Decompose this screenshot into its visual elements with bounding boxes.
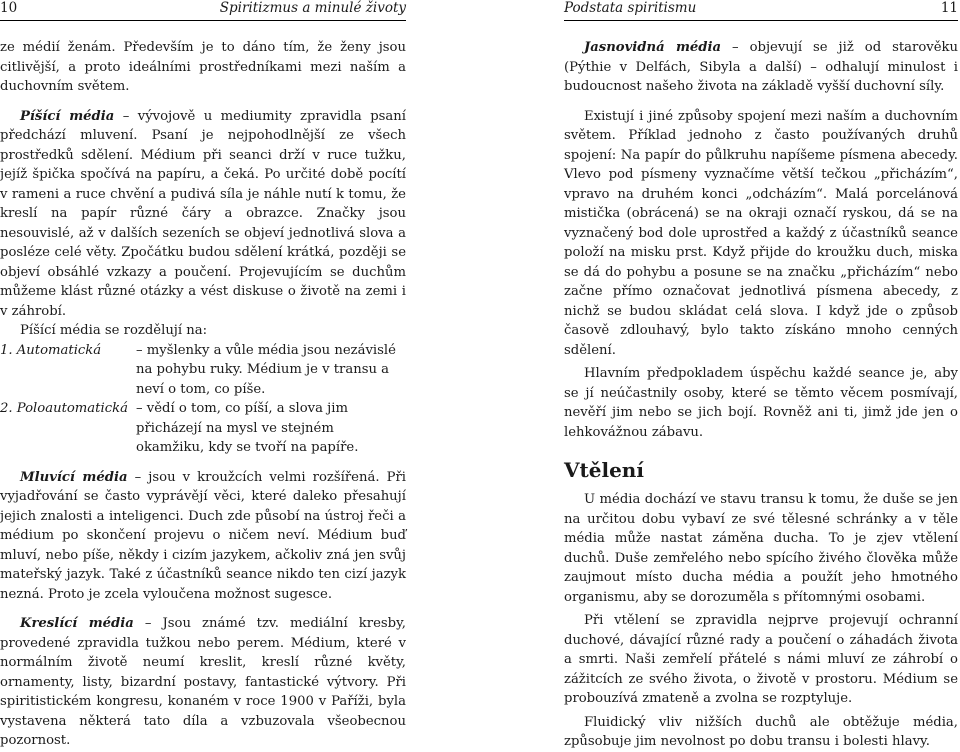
incarnation-paragraph-3: Fluidický vliv nižších duchů ale obtěžuje média, způsobuje jim nevolnost po dobu transu i bolesti hlavy. [564,714,958,749]
automatic-label: 1. Automatická [0,342,102,358]
drawing-media-text: – Jsou známé tzv. mediální kresby, provedené zpravidla tužkou nebo perem. Médium, které v normálním životě neumí kreslit, kreslí různé květy, ornamenty, listy, bizardní postavy, fantastické výtvory. Při spiritistickém kongresu, konaném v roce 1900 v Paříži, byla vystavena některá tato díla a vzbuzovala všeobecnou pozornost. [0,616,406,748]
division-line: Píšící média se rozdělují na: [20,323,208,338]
semi-automatic-label: 2. Poloautomatická [0,401,128,416]
left-page [0,0,406,748]
speaking-media-paragraph [0,468,406,605]
semi-automatic-text: – vědí o tom, co píší, a slova jim přicházejí na mysl ve stejném okamžiku, kdy se tvoří na papíře. [136,401,359,455]
drawing-media-paragraph [0,614,406,751]
left-page-body [0,38,406,751]
list-item-semi-automatic [0,399,406,458]
clairvoyant-media-text: – objevují se již od starověku (Pýthie v Delfách, Sibyla a další) – odhalují minulost i budoucnost našeho života na základě vyšší duchovní síly. [564,40,958,94]
left-running-title: Spiritizmus a minulé životy [219,0,406,16]
writing-media-term: Píšící média [20,108,115,124]
incarnation-paragraph-1: U média dochází ve stavu transu k tomu, že duše se jen na určitou dobu vybaví ze své tělesné schránky a v těle média může nastat záměna ducha. To je zjev vtělení duchů. Duše zemřelého nebo spícího živého člověka může zaujmout místo ducha média a použít jeho hmotného organismu, aby se dorozuměla s přítomnými osobami. [564,492,958,605]
drawing-media-term: Kreslící média [20,616,134,631]
right-running-title: Podstata spiritismu [564,0,697,16]
right-running-header [564,0,958,21]
automatic-text: – myšlenky a vůle média jsou nezávislé na pohybu ruky. Médium je v transu a neví o tom, co píše. [136,342,396,397]
incarnation-paragraph-2: Při vtělení se zpravidla nejprve projevují ochranní duchové, dávající různé rady a poučení o záhadách života a smrti. Naši zemřelí přátelé s námi mluví ze záhrobí o zážitcích ze svého života, o životě v prostoru. Médium se probouzívá zmateně a zvolna se rozptyluje. [564,613,958,706]
left-running-header [0,0,406,21]
clairvoyant-media-term: Jasnovidná média [584,40,722,55]
section-heading: Vtělení [564,458,644,482]
list-item-automatic [0,341,406,400]
right-page-number: 11 [940,0,958,16]
left-page-number: 10 [0,0,18,16]
speaking-media-term: Mluvící média [20,469,128,485]
speaking-media-text: – jsou v kroužcích velmi rozšířená. Při vyjadřování se často vyprávějí věci, které daleko přesahují jejich znalosti a inteligenci. Duch zde působí na ústroj řeči a médium po skončení projevu o ničem neví. Médium buď mluví, nebo píše, někdy i cizím jazykem, ačkoliv zná jen svůj mateřský jazyk. Také z účastníků seance nikdo ten cizí jazyk nezná. Proto je zcela vyloučena možnost sugesce. [0,469,406,602]
intro-paragraph: ze médií ženám. Především je to dáno tím, že ženy jsou citlivější, a proto ideálními prostředníkami mezi naším a duchovním světem. [0,40,406,94]
seance-precondition-paragraph: Hlavním předpokladem úspěchu každé seance je, aby se jí neúčastnily osoby, které se těmto věcem posmívají, nevěří jim nebo se jich bojí. Rovněž ani ti, jimž jde jen o lehkovážnou zábavu. [564,366,958,440]
writing-media-text: – vývojově u mediumity zpravidla psaní předchází mluvení. Psaní je nejpohodlnější ze všech prostředků sdělení. Médium při seanci drží v ruce tužku, jejíž špička spočívá na papíru, a čeká. Po určité době pocítí v rameni a ruce chvění a pudivá síla je náhle nutí k tomu, že kreslí na papír různé čáry a obrazce. Značky jsou nesouvislé, až v dalších sezeních se objeví jednotlivá slova a posléze celé věty. Zpočátku budou sdělení krátká, později se objeví obsáhlé vzkazy a poučení. Projevujícím se duchům můžeme klást různé otázky a vést diskuse o životě na zemi i v záhrobí. [0,108,406,319]
writing-media-paragraph [0,107,406,322]
right-page-body [564,38,958,752]
right-page [564,0,958,749]
clairvoyant-media-paragraph [564,38,958,97]
other-methods-paragraph: Existují i jiné způsoby spojení mezi naším a duchovním světem. Příklad jednoho z často používaných druhů spojení: Na papír do půlkruhu napíšeme písmena abecedy. Vlevo pod písmeny vyznačíme větší tečkou „přicházím“, vpravo na druhém konci „odcházím“. Malá porcelánová mistička (obrácená) se na okraji označí ryskou, dá se na vyznačený bod dole uprostřed a každý z účastníků seance položí na misku prst. Když přijde do kroužku duch, miska se dá do pohybu a posune se na značku „přicházím“ nebo začne přímo označovat jednotlivá písmena abecedy, z nichž se budou skládat celá slova. I když jde o způsob časově zdlouhavý, bylo takto získáno mnoho cenných sdělení. [564,108,958,358]
